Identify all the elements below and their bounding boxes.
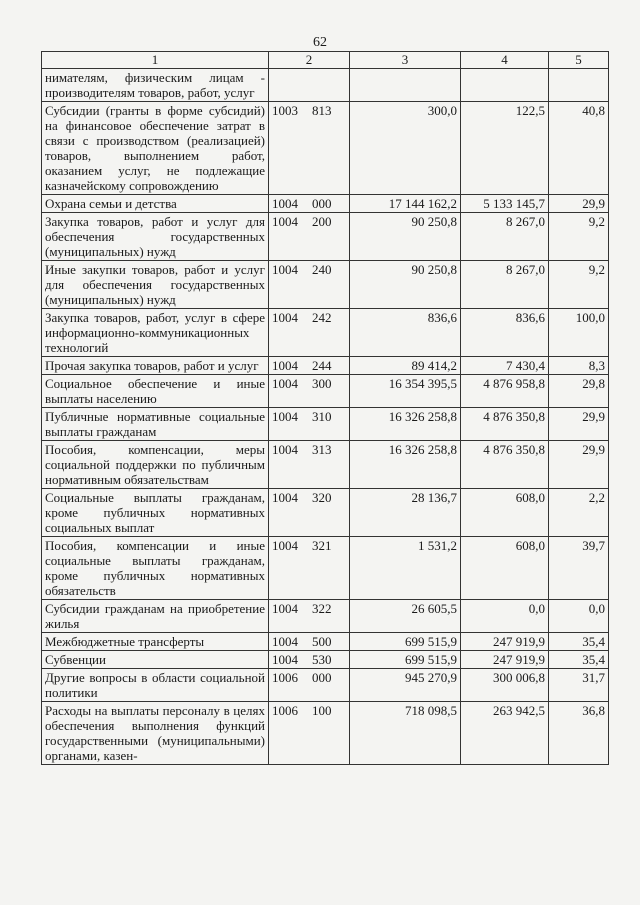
row-plan-value: 945 270,9	[350, 669, 461, 702]
header-col-1: 1	[42, 52, 269, 69]
table-row	[42, 261, 609, 309]
row-section-code: 1004	[272, 442, 298, 457]
row-plan-value: 90 250,8	[350, 213, 461, 261]
row-code	[269, 408, 350, 441]
row-percent-value: 29,8	[549, 375, 609, 408]
row-code	[269, 309, 350, 357]
row-name: Социальное обеспечение и иные выплаты населению	[42, 375, 269, 408]
table-row	[42, 375, 609, 408]
row-expense-type-code: 320	[312, 490, 332, 505]
row-expense-type-code: 300	[312, 376, 332, 391]
row-name: Субсидии гражданам на приобретение жилья	[42, 600, 269, 633]
page-number: 62	[313, 35, 327, 50]
header-row	[42, 52, 609, 69]
table-row	[42, 195, 609, 213]
row-percent-value: 100,0	[549, 309, 609, 357]
row-executed-value: 4 876 958,8	[461, 375, 549, 408]
row-plan-value: 26 605,5	[350, 600, 461, 633]
table-row	[42, 408, 609, 441]
row-plan-value: 718 098,5	[350, 702, 461, 765]
row-code	[269, 489, 350, 537]
row-plan-value: 699 515,9	[350, 633, 461, 651]
row-code	[269, 702, 350, 765]
row-executed-value: 8 267,0	[461, 261, 549, 309]
row-percent-value: 29,9	[549, 408, 609, 441]
row-executed-value	[461, 69, 549, 102]
table-row	[42, 489, 609, 537]
row-name: Межбюджетные трансферты	[42, 633, 269, 651]
row-percent-value: 31,7	[549, 669, 609, 702]
table-row	[42, 702, 609, 765]
row-executed-value: 300 006,8	[461, 669, 549, 702]
row-section-code: 1004	[272, 376, 298, 391]
row-plan-value: 300,0	[350, 102, 461, 195]
row-executed-value: 608,0	[461, 537, 549, 600]
row-name: Иные закупки товаров, работ и услуг для обеспечения государственных (муниципальных) нужд	[42, 261, 269, 309]
row-section-code: 1004	[272, 358, 298, 373]
row-percent-value: 35,4	[549, 633, 609, 651]
row-expense-type-code: 200	[312, 214, 332, 229]
row-name: Социальные выплаты гражданам, кроме публичных нормативных социальных выплат	[42, 489, 269, 537]
row-percent-value: 29,9	[549, 441, 609, 489]
row-executed-value: 836,6	[461, 309, 549, 357]
row-name: Закупка товаров, работ, услуг в сфере информационно-коммуникационных технологий	[42, 309, 269, 357]
row-code	[269, 600, 350, 633]
row-name: Расходы на выплаты персоналу в целях обеспечения выполнения функций государственными (муниципальными) органами, казен-	[42, 702, 269, 765]
row-percent-value: 9,2	[549, 261, 609, 309]
row-executed-value: 5 133 145,7	[461, 195, 549, 213]
row-section-code: 1004	[272, 490, 298, 505]
row-section-code: 1006	[272, 670, 298, 685]
row-percent-value: 40,8	[549, 102, 609, 195]
row-name: Прочая закупка товаров, работ и услуг	[42, 357, 269, 375]
header-col-4: 4	[461, 52, 549, 69]
row-executed-value: 0,0	[461, 600, 549, 633]
row-expense-type-code: 322	[312, 601, 332, 616]
table-row	[42, 309, 609, 357]
row-expense-type-code: 813	[312, 103, 332, 118]
row-executed-value: 4 876 350,8	[461, 441, 549, 489]
row-plan-value: 699 515,9	[350, 651, 461, 669]
row-executed-value: 122,5	[461, 102, 549, 195]
row-percent-value	[549, 69, 609, 102]
row-plan-value: 16 326 258,8	[350, 441, 461, 489]
header-col-2: 2	[269, 52, 350, 69]
row-section-code: 1004	[272, 409, 298, 424]
row-plan-value: 16 354 395,5	[350, 375, 461, 408]
row-name: Пособия, компенсации, меры социальной поддержки по публичным нормативным обязательствам	[42, 441, 269, 489]
table-row	[42, 69, 609, 102]
row-section-code: 1004	[272, 196, 298, 211]
row-code	[269, 537, 350, 600]
header-col-3: 3	[350, 52, 461, 69]
table-row	[42, 669, 609, 702]
row-expense-type-code: 242	[312, 310, 332, 325]
row-executed-value: 7 430,4	[461, 357, 549, 375]
row-expense-type-code: 530	[312, 652, 332, 667]
row-section-code: 1004	[272, 652, 298, 667]
table-row	[42, 441, 609, 489]
row-name: нимателям, физическим лицам - производителям товаров, работ, услуг	[42, 69, 269, 102]
row-code	[269, 633, 350, 651]
row-expense-type-code: 000	[312, 196, 332, 211]
row-section-code: 1004	[272, 310, 298, 325]
row-section-code: 1006	[272, 703, 298, 718]
row-section-code: 1004	[272, 262, 298, 277]
row-code	[269, 651, 350, 669]
row-name: Закупка товаров, работ и услуг для обеспечения государственных (муниципальных) нужд	[42, 213, 269, 261]
row-expense-type-code: 310	[312, 409, 332, 424]
table-row	[42, 651, 609, 669]
row-percent-value: 2,2	[549, 489, 609, 537]
row-code	[269, 195, 350, 213]
row-code	[269, 261, 350, 309]
row-section-code: 1004	[272, 601, 298, 616]
table-row	[42, 102, 609, 195]
row-executed-value: 247 919,9	[461, 633, 549, 651]
row-code	[269, 102, 350, 195]
row-plan-value: 16 326 258,8	[350, 408, 461, 441]
row-expense-type-code: 500	[312, 634, 332, 649]
row-code	[269, 69, 350, 102]
row-section-code: 1003	[272, 103, 298, 118]
row-plan-value	[350, 69, 461, 102]
row-expense-type-code: 313	[312, 442, 332, 457]
row-expense-type-code: 244	[312, 358, 332, 373]
row-name: Другие вопросы в области социальной политики	[42, 669, 269, 702]
row-percent-value: 29,9	[549, 195, 609, 213]
row-name: Охрана семьи и детства	[42, 195, 269, 213]
row-percent-value: 8,3	[549, 357, 609, 375]
row-executed-value: 8 267,0	[461, 213, 549, 261]
budget-table	[41, 51, 609, 765]
table-row	[42, 537, 609, 600]
table-row	[42, 633, 609, 651]
row-percent-value: 9,2	[549, 213, 609, 261]
row-plan-value: 28 136,7	[350, 489, 461, 537]
row-plan-value: 90 250,8	[350, 261, 461, 309]
row-code	[269, 441, 350, 489]
table-row	[42, 357, 609, 375]
row-section-code: 1004	[272, 214, 298, 229]
row-expense-type-code: 240	[312, 262, 332, 277]
row-code	[269, 357, 350, 375]
row-name: Пособия, компенсации и иные социальные выплаты гражданам, кроме публичных нормативных обязательств	[42, 537, 269, 600]
table-row	[42, 213, 609, 261]
row-executed-value: 4 876 350,8	[461, 408, 549, 441]
row-percent-value: 39,7	[549, 537, 609, 600]
row-plan-value: 17 144 162,2	[350, 195, 461, 213]
row-expense-type-code: 321	[312, 538, 332, 553]
row-executed-value: 263 942,5	[461, 702, 549, 765]
row-section-code: 1004	[272, 634, 298, 649]
row-name: Субсидии (гранты в форме субсидий) на финансовое обеспечение затрат в связи с производством (реализацией) товаров, выполнением работ, оказанием услуг, не подлежащие казначейскому сопровождению	[42, 102, 269, 195]
row-plan-value: 836,6	[350, 309, 461, 357]
row-expense-type-code: 000	[312, 670, 332, 685]
header-col-5: 5	[549, 52, 609, 69]
row-executed-value: 247 919,9	[461, 651, 549, 669]
row-plan-value: 1 531,2	[350, 537, 461, 600]
row-name: Публичные нормативные социальные выплаты гражданам	[42, 408, 269, 441]
row-percent-value: 0,0	[549, 600, 609, 633]
row-section-code: 1004	[272, 538, 298, 553]
row-code	[269, 213, 350, 261]
row-executed-value: 608,0	[461, 489, 549, 537]
row-code	[269, 669, 350, 702]
row-percent-value: 35,4	[549, 651, 609, 669]
row-percent-value: 36,8	[549, 702, 609, 765]
row-plan-value: 89 414,2	[350, 357, 461, 375]
row-expense-type-code: 100	[312, 703, 332, 718]
table-row	[42, 600, 609, 633]
row-code	[269, 375, 350, 408]
row-name: Субвенции	[42, 651, 269, 669]
